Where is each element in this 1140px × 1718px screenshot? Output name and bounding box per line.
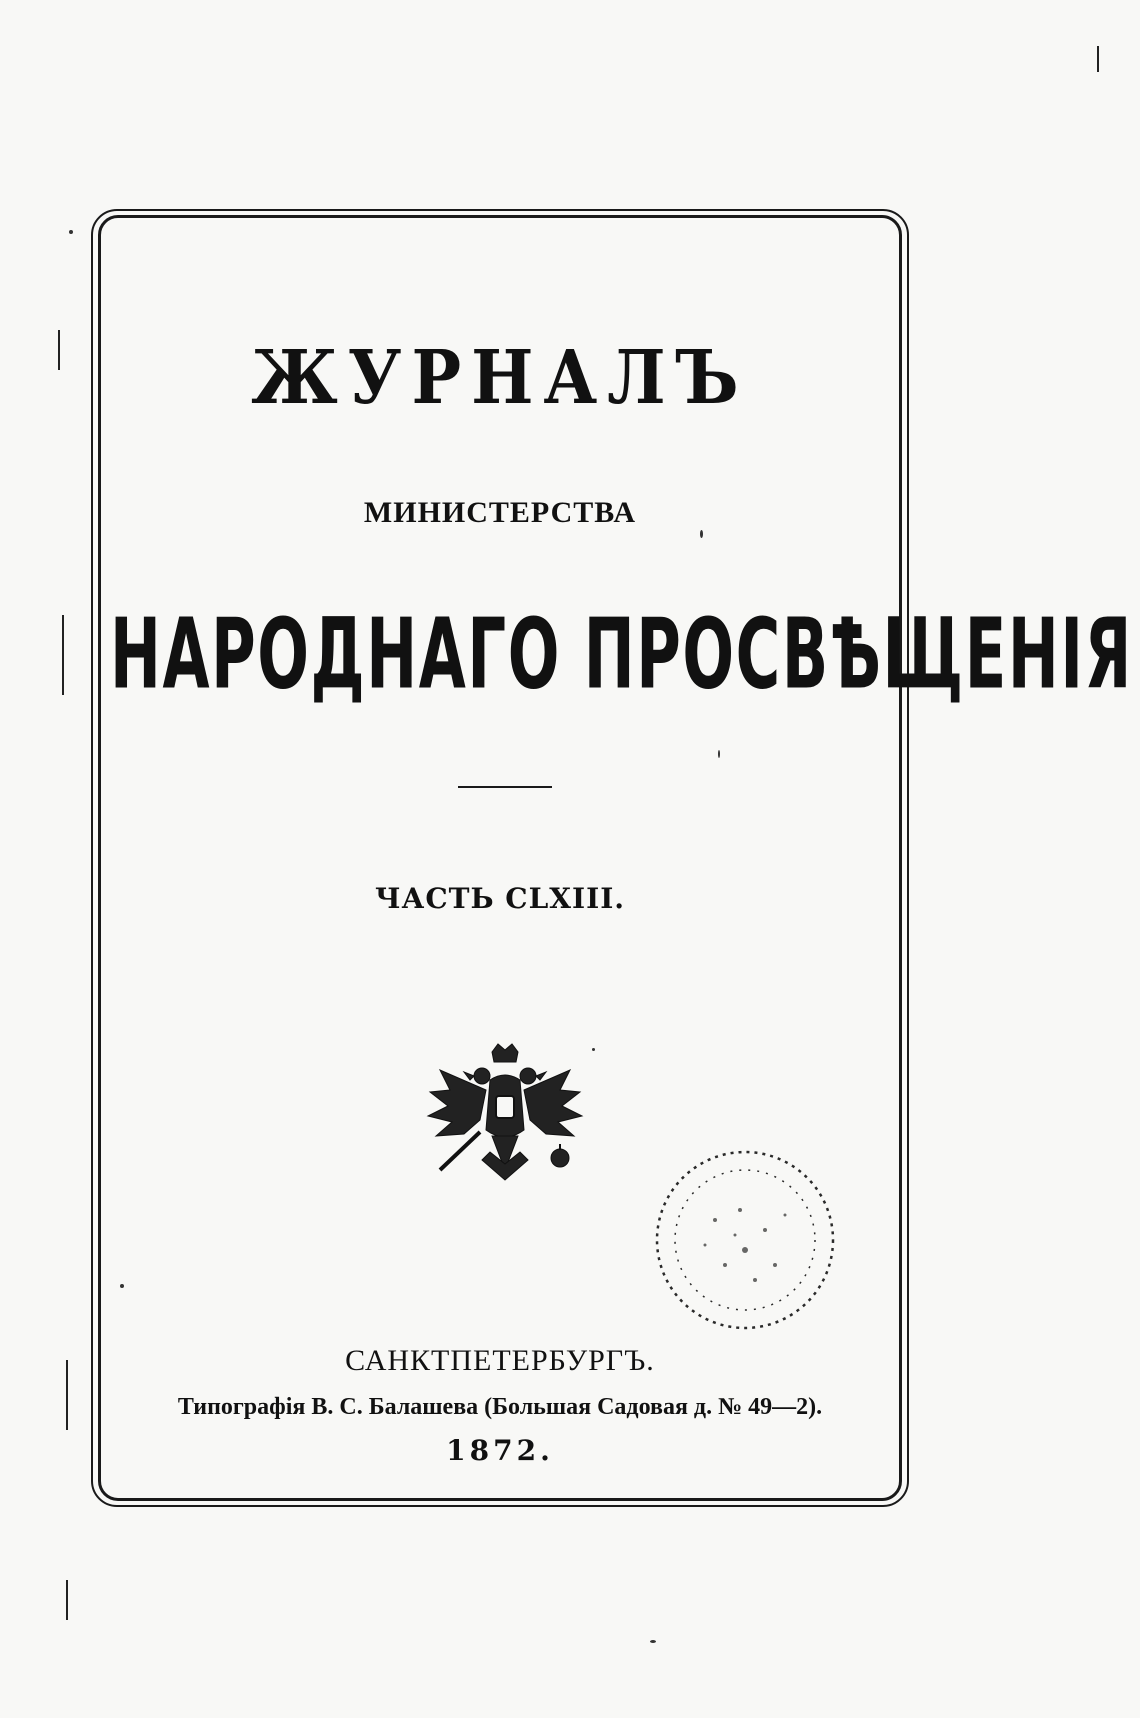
year-line: 1872. <box>446 1434 554 1467</box>
scan-mark <box>62 615 64 695</box>
divider-rule <box>458 786 552 788</box>
journal-title: ЖУРНАЛЪ <box>251 333 749 421</box>
scan-speck <box>700 530 703 538</box>
double-headed-eagle-icon <box>420 1040 590 1210</box>
scan-speck <box>718 750 720 758</box>
scan-speck <box>592 1048 595 1051</box>
printer-line: Типографія В. С. Балашева (Большая Садовая д. № 49—2). <box>177 1394 823 1420</box>
city-line: САНКТПЕТЕРБУРГЪ. <box>345 1344 655 1377</box>
part-number: ЧАСТЬ CLXIII. <box>374 882 626 915</box>
scan-speck <box>69 230 73 234</box>
scan-mark <box>66 1360 68 1430</box>
ministry-line: МИНИСТЕРСТВА <box>363 496 637 529</box>
scan-mark <box>1097 46 1099 72</box>
enlightenment-line: НАРОДНАГО ПРОСВѢЩЕНІЯ <box>110 598 1133 712</box>
scan-mark <box>66 1580 68 1620</box>
scan-speck <box>650 1640 656 1643</box>
library-stamp-icon <box>645 1140 845 1340</box>
scan-speck <box>120 1284 124 1288</box>
scan-mark <box>58 330 60 370</box>
